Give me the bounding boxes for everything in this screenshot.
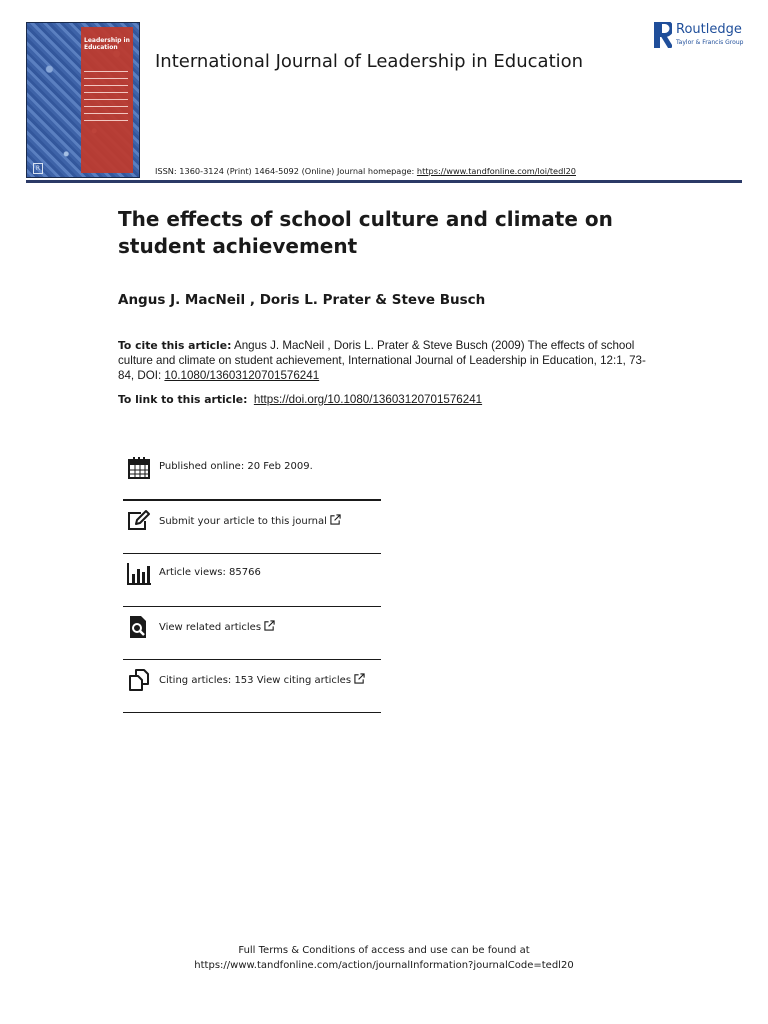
submit-article-text: Submit your article to this journal [159, 516, 327, 527]
article-authors: Angus J. MacNeil , Doris L. Prater & Steve Busch [118, 292, 486, 308]
citing-articles-link[interactable] [159, 673, 365, 686]
citation-label: To cite this article: [118, 339, 232, 352]
search-document-icon [127, 615, 151, 639]
routledge-r-icon [654, 22, 672, 48]
terms-url[interactable]: https://www.tandfonline.com/action/journalInformation?journalCode=tedl20 [194, 960, 574, 971]
article-title: The effects of school culture and climate on student achievement [118, 207, 613, 258]
issn-homepage-line [155, 166, 576, 176]
external-link-icon [354, 673, 365, 684]
info-row-related[interactable] [123, 607, 381, 660]
journal-title: International Journal of Leadership in Education [155, 51, 584, 72]
issn-text: ISSN: 1360-3124 (Print) 1464-5092 (Online) Journal homepage: [155, 166, 417, 176]
link-label: To link to this article: [118, 393, 248, 406]
info-row-views [123, 554, 381, 607]
journal-cover-image [26, 22, 140, 178]
info-row-submit[interactable] [123, 501, 381, 554]
cover-text-lines [84, 71, 128, 127]
related-articles-link[interactable] [159, 620, 275, 633]
info-row-published [123, 448, 381, 501]
citing-articles-text: Citing articles: 153 View citing articles [159, 675, 352, 686]
calendar-icon [127, 456, 151, 480]
publisher-group: Taylor & Francis Group [676, 39, 744, 46]
citing-articles-icon [127, 668, 151, 692]
article-doi-url[interactable]: https://doi.org/10.1080/13603120701576241 [253, 393, 483, 406]
bar-chart-icon [127, 562, 151, 586]
publisher-name: Routledge [676, 22, 742, 37]
info-row-citing[interactable] [123, 660, 381, 713]
external-link-icon [330, 514, 341, 525]
article-views: Article views: 85766 [159, 567, 261, 578]
submit-article-link[interactable] [159, 514, 341, 527]
citation-block [118, 338, 658, 383]
doi-link[interactable]: 10.1080/13603120701576241 [164, 369, 320, 382]
related-articles-text: View related articles [159, 622, 262, 633]
article-info-list [123, 448, 381, 713]
external-link-icon [264, 620, 275, 631]
publisher-logo[interactable] [654, 22, 746, 50]
journal-homepage-link[interactable]: https://www.tandfonline.com/loi/tedl20 [416, 166, 576, 176]
edit-icon [127, 509, 151, 533]
terms-text: Full Terms & Conditions of access and use can be found at [238, 945, 530, 956]
cover-publisher-mark: R [33, 163, 43, 174]
citation-text: Angus J. MacNeil , Doris L. Prater & Steve Busch (2009) The effects of school culture and climate on student achievement, International Journal of Leadership in Education, 12:1, 73-84, DOI: [118, 339, 646, 382]
article-link-line [118, 393, 482, 406]
cover-title: Leadership in Education [84, 37, 130, 52]
header-divider [26, 180, 742, 183]
published-date: Published online: 20 Feb 2009. [159, 461, 313, 472]
terms-footer [0, 943, 768, 973]
